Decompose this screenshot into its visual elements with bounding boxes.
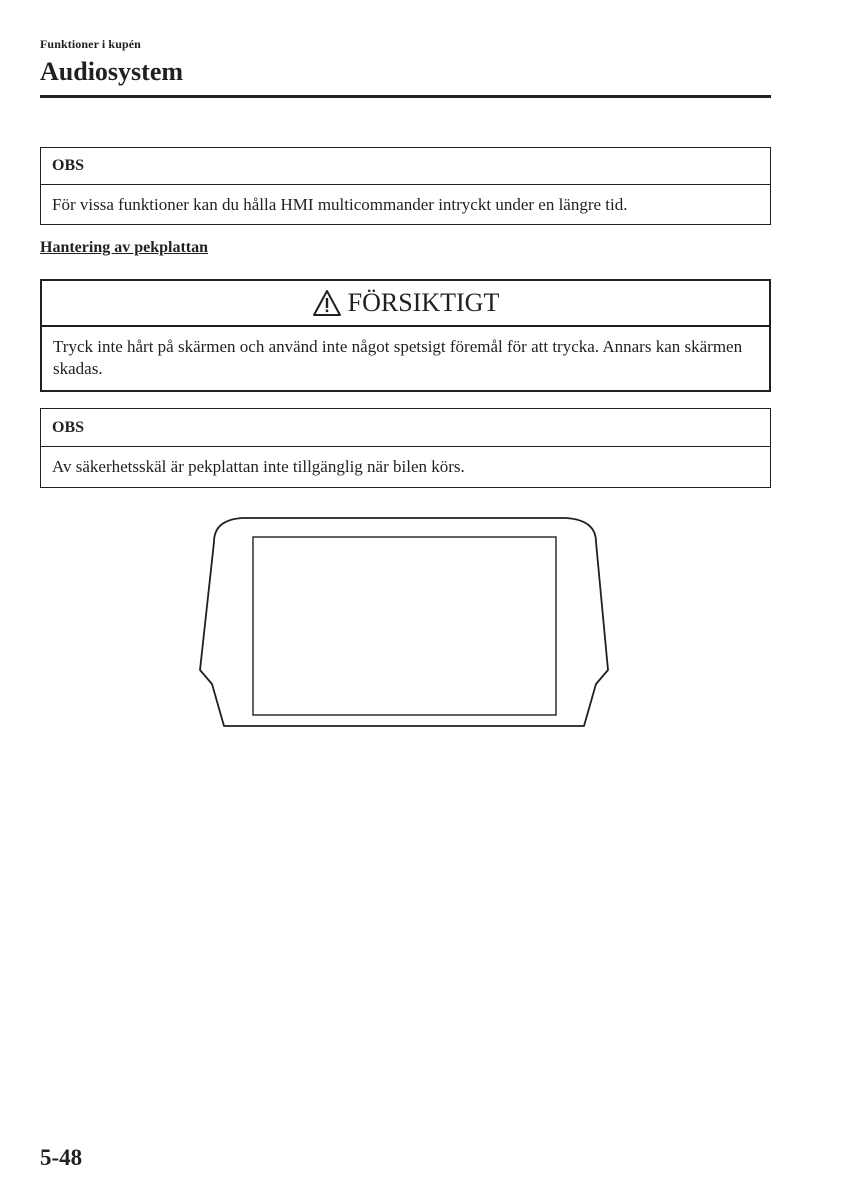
note-heading: OBS	[41, 148, 770, 185]
note-box	[40, 408, 771, 488]
display-housing	[200, 518, 608, 726]
note-heading: OBS	[41, 409, 770, 447]
note-text: Av säkerhetsskäl är pekplattan inte tillgänglig när bilen körs.	[52, 457, 465, 476]
note-text: För vissa funktioner kan du hålla HMI multicommander intryckt under en längre tid.	[52, 194, 628, 214]
title-divider	[40, 95, 771, 98]
touchscreen-display-illustration	[196, 512, 616, 734]
page-number: 5-48	[40, 1145, 83, 1170]
warning-triangle-icon	[312, 289, 342, 317]
caution-text: Tryck inte hårt på skärmen och använd inte något spetsigt föremål för att trycka. Annars kan skärmen skadas.	[53, 337, 743, 378]
section-subheading: Hantering av pekplattan	[40, 239, 209, 256]
caution-header	[42, 281, 769, 327]
caution-box	[40, 279, 771, 392]
caution-heading: FÖRSIKTIGT	[347, 288, 500, 317]
section-label: Funktioner i kupén	[40, 37, 141, 51]
chapter-title: Audiosystem	[40, 57, 184, 86]
display-screen	[253, 537, 556, 715]
note-box	[40, 147, 771, 225]
